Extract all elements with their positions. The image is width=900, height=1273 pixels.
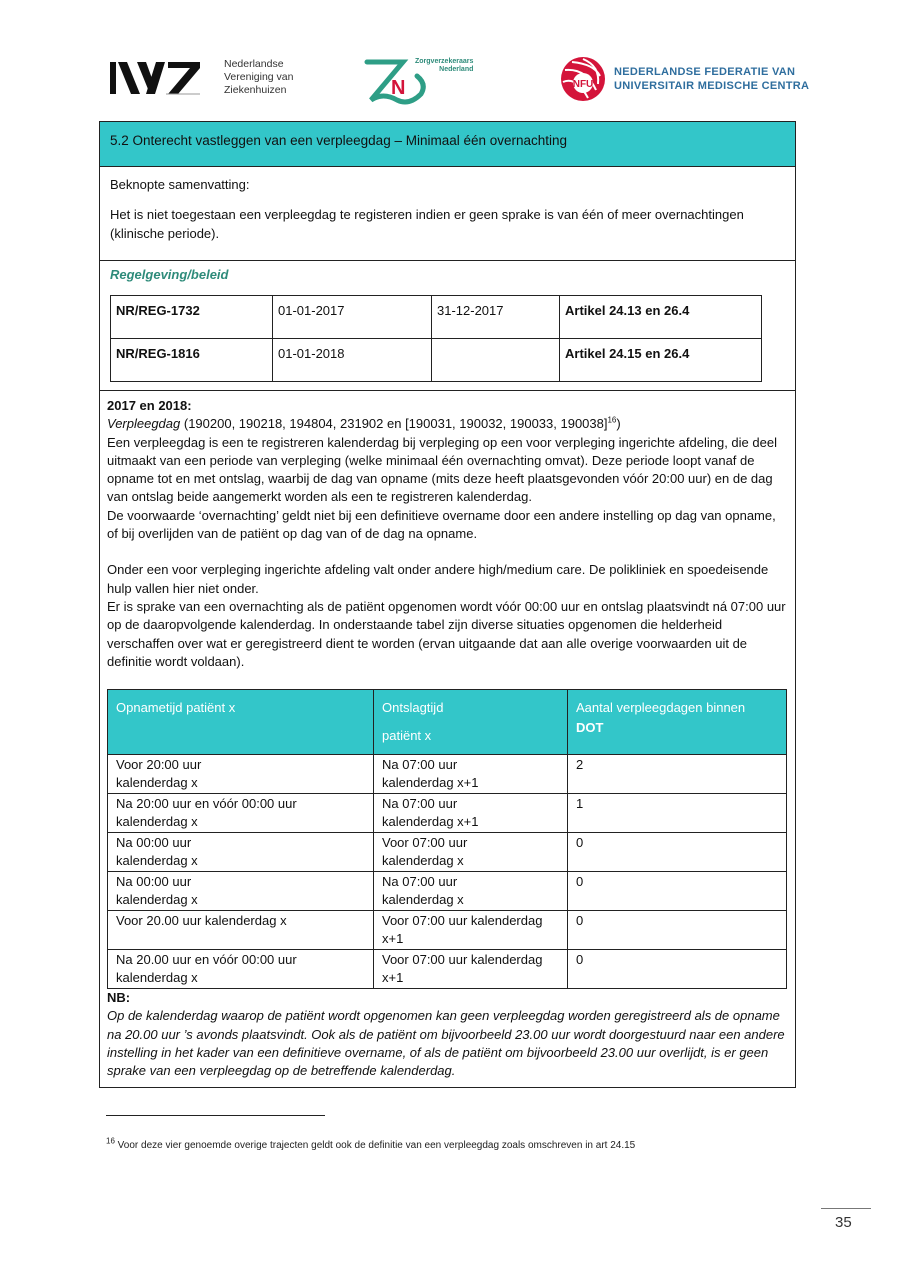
footnote-text: Voor deze vier genoemde overige trajecten geldt ook de definitie van een verpleegdag zoals omschreven in art 24.15	[114, 1140, 636, 1151]
paragraph: Een verpleegdag is een te registreren kalenderdag bij verpleging op een voor verpleging ingerichte afdeling, die deel uitmaakt van een periode van verpleging (welke minimaal één overnachting omvat). Deze periode loopt vanaf de opname tot en met ontslag, waarbij de dag van opname (mits deze heeft plaatsgevonden vóór 20:00 uur) en de dag van ontslag beide aangemerkt worden als een te registreren kalenderdag.	[107, 434, 777, 505]
cell-opname-line: kalenderdag x	[116, 853, 198, 869]
cell-aantal: 0	[568, 911, 787, 950]
section-title: 5.2 Onterecht vastleggen van een verpleegdag – Minimaal één overnachting	[100, 122, 795, 167]
cell-ontslag-line: kalenderdag x	[382, 892, 464, 908]
reg-start: 01-01-2017	[273, 296, 432, 339]
header-aantal	[568, 690, 787, 755]
definition-term: Verpleegdag	[107, 416, 181, 432]
header-ontslagtijd	[374, 690, 568, 755]
zn-logo-text	[415, 58, 473, 74]
definition-body	[100, 391, 795, 1087]
cell-ontslag-line: Voor 07:00 uur kalenderdag	[382, 952, 543, 968]
cell-opname-line: kalenderdag x	[116, 814, 198, 830]
header-opnametijd	[108, 690, 374, 755]
nfu-line: UNIVERSITAIR MEDISCHE CENTRA	[614, 80, 810, 92]
svg-text:N: N	[391, 77, 406, 99]
cell-ontslag	[374, 950, 568, 989]
nvz-logo-mark-icon	[110, 60, 202, 96]
section-frame	[99, 121, 796, 1088]
cell-aantal: 0	[568, 950, 787, 989]
summary-label: Beknopte samenvatting:	[110, 177, 250, 192]
header-label: Aantal verpleegdagen binnen	[576, 700, 746, 716]
cell-ontslag-line: Na 07:00 uur	[382, 757, 458, 773]
zn-line: Nederland	[439, 66, 474, 73]
cell-ontslag-line: Na 07:00 uur	[382, 796, 458, 812]
definition-codes: (190200, 190218, 194804, 231902 en [190031, 190032, 190033, 190038]	[180, 416, 608, 432]
nvz-logo	[110, 58, 293, 97]
cell-ontslag-line: kalenderdag x+1	[382, 814, 479, 830]
table-row	[108, 833, 787, 872]
nvz-line: Ziekenhuizen	[224, 84, 287, 96]
reg-artikel: Artikel 24.15 en 26.4	[560, 339, 762, 382]
page-number: 35	[835, 1214, 852, 1231]
nb-text: Op de kalenderdag waarop de patiënt wordt opgenomen kan geen verpleegdag worden geregistreerd als de opname na 20.00 uur ’s avonds plaatsvindt. Ook als de patiënt om bijvoorbeeld 23.00 uur wordt doorgestuurd naar een andere instelling in het kader van een definitieve overname, of als de patiënt om bijvoorbeeld 23.00 uur overlijdt, is er geen sprake van een verpleegdag op de betreffende kalenderdag.	[107, 1008, 785, 1079]
cell-ontslag-line: kalenderdag x	[382, 853, 464, 869]
footnote	[106, 1136, 636, 1151]
cell-ontslag	[374, 833, 568, 872]
cell-opname-line: kalenderdag x	[116, 775, 198, 791]
cell-opname-line: Na 20:00 uur en vóór 00:00 uur	[116, 796, 297, 812]
footnote-divider	[106, 1115, 325, 1116]
reg-start: 01-01-2018	[273, 339, 432, 382]
nvz-logo-text	[224, 58, 293, 97]
cell-opname-line: Na 20.00 uur en vóór 00:00 uur	[116, 952, 297, 968]
regelgeving-title: Regelgeving/beleid	[110, 267, 229, 282]
table-header-row	[108, 690, 787, 755]
regelgeving-block	[100, 261, 795, 391]
cell-aantal: 1	[568, 794, 787, 833]
cell-ontslag-line: Na 07:00 uur	[382, 874, 458, 890]
header-logos	[0, 50, 900, 110]
page-number-divider	[821, 1208, 871, 1209]
cell-aantal: 0	[568, 833, 787, 872]
cell-ontslag-line: kalenderdag x+1	[382, 775, 479, 791]
cell-opname-line: Na 00:00 uur	[116, 835, 192, 851]
definition-close: )	[616, 416, 621, 432]
definition-line	[107, 415, 788, 433]
paragraph: Er is sprake van een overnachting als de patiënt opgenomen wordt vóór 00:00 uur en ontslag plaatsvindt ná 07:00 uur op de daaropvolgende kalenderdag. In onderstaande tabel zijn diverse situaties opgenomen die helderheid verschaffen over wat er geregistreerd dient te worden (ervan uitgaande dat aan alle overige voorwaarden uit de definitie wordt voldaan).	[107, 598, 786, 669]
cell-aantal: 2	[568, 755, 787, 794]
verpleegdagen-table	[107, 689, 787, 989]
cell-ontslag	[374, 872, 568, 911]
footnote-ref[interactable]: 16	[607, 415, 617, 425]
cell-opname-line: kalenderdag x	[116, 892, 198, 908]
paragraph: Onder een voor verpleging ingerichte afdeling valt onder andere high/medium care. De polikliniek en spoedeisende hulp vallen hier niet onder.	[107, 562, 769, 596]
table-row	[108, 794, 787, 833]
table-row	[111, 296, 762, 339]
cell-opname	[108, 911, 374, 950]
cell-ontslag	[374, 794, 568, 833]
reg-nr: NR/REG-1816	[111, 339, 273, 382]
cell-aantal: 0	[568, 872, 787, 911]
cell-ontslag	[374, 755, 568, 794]
nfu-logo-mark-icon	[560, 56, 606, 102]
nb-title: NB:	[107, 990, 131, 1006]
zn-logo	[363, 56, 483, 106]
table-row	[108, 755, 787, 794]
cell-ontslag-line: Voor 07:00 uur kalenderdag	[382, 913, 543, 929]
reg-nr: NR/REG-1732	[111, 296, 273, 339]
zn-line: Zorgverzekeraars	[415, 58, 474, 65]
cell-opname-line: kalenderdag x	[116, 970, 198, 986]
nfu-logo-text	[614, 65, 809, 93]
nfu-line: NEDERLANDSE FEDERATIE VAN	[614, 66, 796, 78]
header-label: patiënt x	[382, 728, 432, 744]
cell-opname	[108, 833, 374, 872]
nvz-line: Nederlandse	[224, 58, 284, 70]
cell-ontslag-line: Voor 07:00 uur	[382, 835, 468, 851]
svg-text:NFU: NFU	[572, 79, 594, 90]
cell-opname-line: Voor 20:00 uur	[116, 757, 202, 773]
paragraph: De voorwaarde ‘overnachting’ geldt niet bij een definitieve overname door een andere instelling op dag van opname, of bij overlijden van de patiënt op dag van of de dag na opname.	[107, 507, 776, 542]
reg-end	[432, 339, 560, 382]
summary-text: Het is niet toegestaan een verpleegdag te registeren indien er geen sprake is van één of meer overnachtingen (klinische periode).	[110, 207, 744, 241]
table-row	[108, 950, 787, 989]
spacer	[107, 543, 788, 561]
cell-opname	[108, 872, 374, 911]
regelgeving-table	[110, 295, 762, 382]
summary-block	[100, 167, 795, 261]
table-row	[111, 339, 762, 382]
cell-opname-line: Na 00:00 uur	[116, 874, 192, 890]
header-label: DOT	[576, 720, 604, 736]
cell-ontslag-line: x+1	[382, 931, 404, 947]
cell-opname	[108, 950, 374, 989]
nvz-line: Vereniging van	[224, 71, 294, 83]
cell-opname	[108, 794, 374, 833]
table-row	[108, 911, 787, 950]
cell-ontslag	[374, 911, 568, 950]
cell-ontslag-line: x+1	[382, 970, 404, 986]
year-heading: 2017 en 2018:	[107, 398, 192, 413]
header-label: Opnametijd patiënt x	[116, 700, 236, 716]
table-row	[108, 872, 787, 911]
header-label: Ontslagtijd	[382, 700, 444, 716]
reg-end: 31-12-2017	[432, 296, 560, 339]
cell-opname	[108, 755, 374, 794]
nfu-logo	[560, 56, 809, 102]
footnote-number: 16	[106, 1136, 115, 1146]
reg-artikel: Artikel 24.13 en 26.4	[560, 296, 762, 339]
cell-opname-line: Voor 20.00 uur kalenderdag x	[116, 913, 287, 929]
